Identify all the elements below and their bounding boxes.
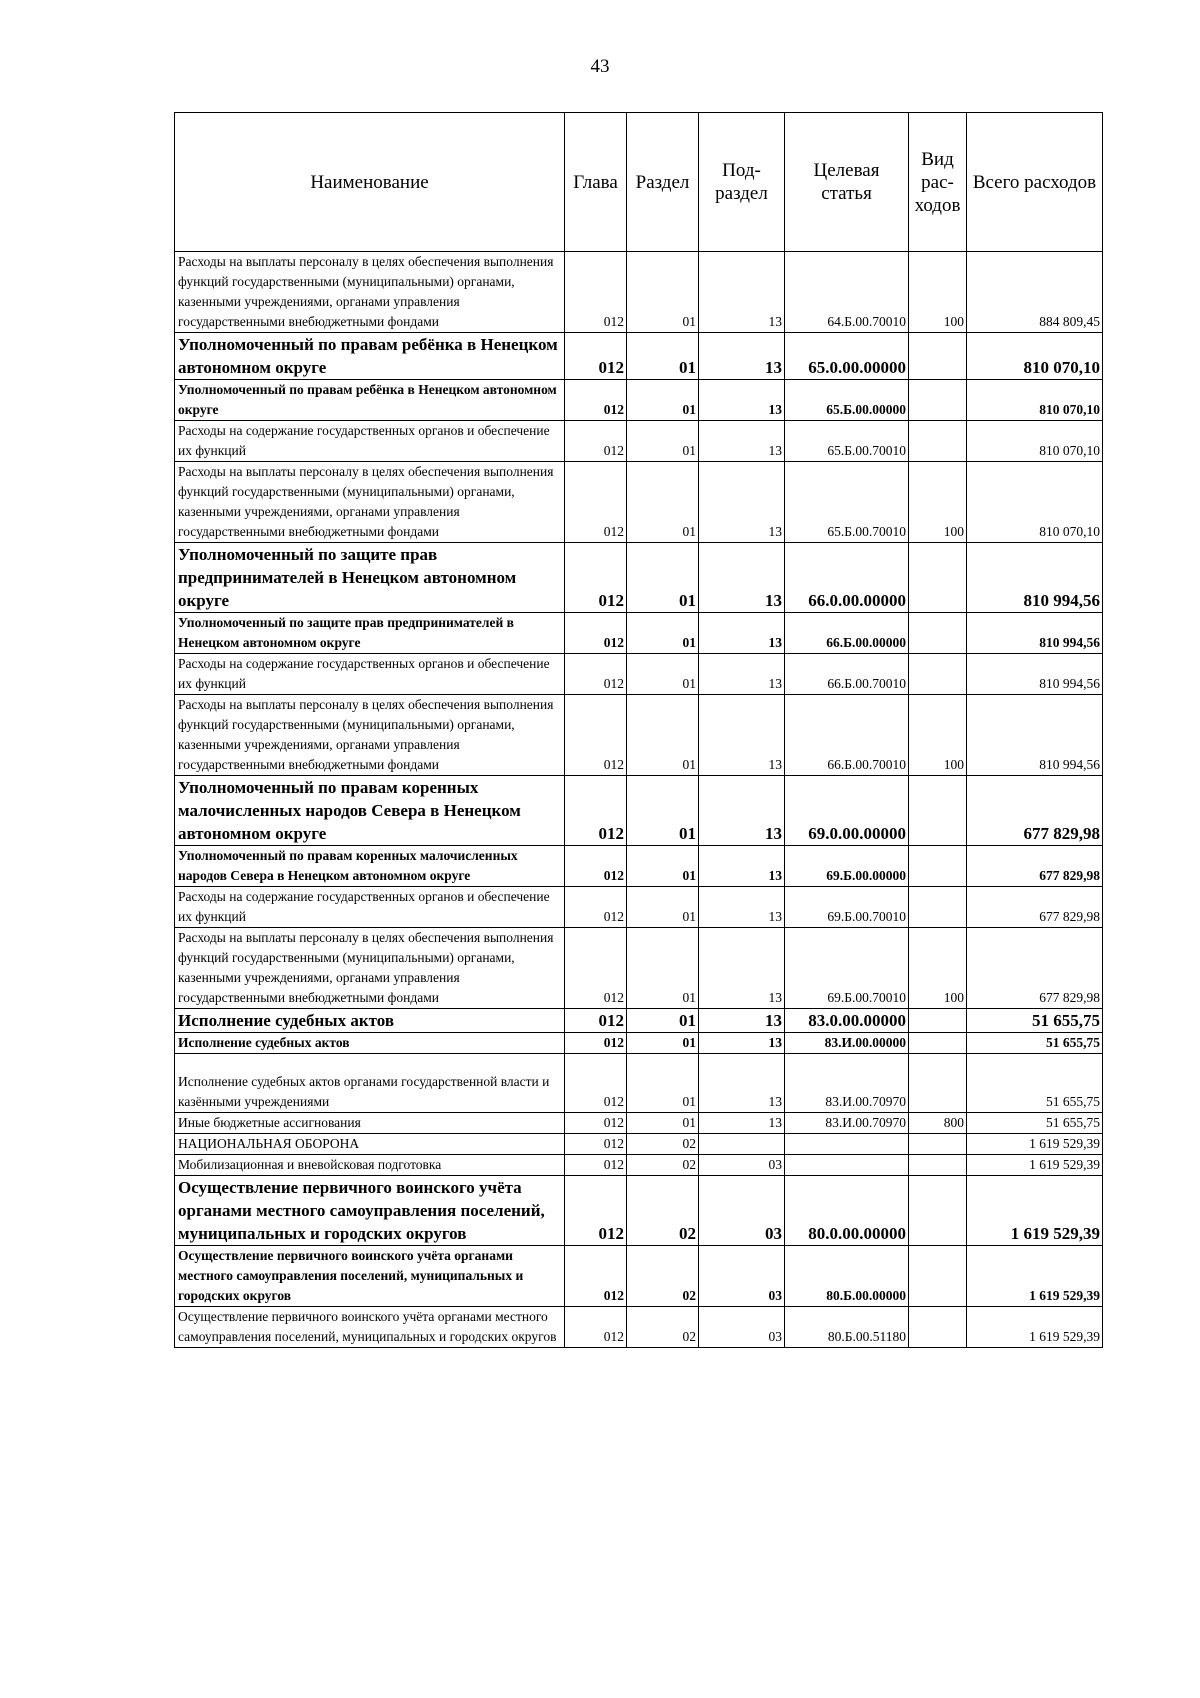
row-target: 66.Б.00.70010 — [785, 654, 909, 695]
row-glava: 012 — [565, 1113, 627, 1134]
row-total: 810 994,56 — [967, 543, 1103, 613]
row-podrazdel: 13 — [699, 462, 785, 543]
header-name: Наименование — [175, 113, 565, 252]
row-vid — [909, 1155, 967, 1176]
page-number: 43 — [590, 56, 610, 77]
row-target: 80.0.00.00000 — [785, 1176, 909, 1246]
header-razdel: Раздел — [627, 113, 699, 252]
row-total: 677 829,98 — [967, 928, 1103, 1009]
row-total: 677 829,98 — [967, 846, 1103, 887]
row-razdel: 01 — [627, 421, 699, 462]
row-glava: 012 — [565, 543, 627, 613]
row-podrazdel: 13 — [699, 928, 785, 1009]
table-row — [175, 380, 1103, 421]
row-glava: 012 — [565, 1134, 627, 1155]
table-row — [175, 421, 1103, 462]
row-vid — [909, 846, 967, 887]
row-glava: 012 — [565, 380, 627, 421]
row-glava: 012 — [565, 613, 627, 654]
row-razdel: 01 — [627, 380, 699, 421]
row-razdel: 01 — [627, 846, 699, 887]
row-target: 66.0.00.00000 — [785, 543, 909, 613]
table-row — [175, 1246, 1103, 1307]
row-name: Расходы на выплаты персоналу в целях обеспечения выполнения функций государственными (муниципальными) органами, казенными учреждениями, органами управления государственными внебюджетными фондами — [175, 252, 565, 333]
row-total: 51 655,75 — [967, 1009, 1103, 1033]
row-target: 65.0.00.00000 — [785, 333, 909, 380]
row-razdel: 02 — [627, 1155, 699, 1176]
row-glava: 012 — [565, 333, 627, 380]
row-name: Расходы на содержание государственных органов и обеспечение их функций — [175, 654, 565, 695]
row-glava: 012 — [565, 1054, 627, 1113]
header-target: Целевая статья — [785, 113, 909, 252]
row-razdel: 01 — [627, 462, 699, 543]
row-target: 69.Б.00.70010 — [785, 887, 909, 928]
row-vid — [909, 421, 967, 462]
row-razdel: 01 — [627, 613, 699, 654]
row-vid: 800 — [909, 1113, 967, 1134]
row-glava: 012 — [565, 654, 627, 695]
header-podrazdel: Под- раздел — [699, 113, 785, 252]
table-row — [175, 1176, 1103, 1246]
row-razdel: 02 — [627, 1307, 699, 1348]
row-glava: 012 — [565, 1246, 627, 1307]
row-total: 810 994,56 — [967, 654, 1103, 695]
row-glava: 012 — [565, 695, 627, 776]
row-name: Уполномоченный по защите прав предпринимателей в Ненецком автономном округе — [175, 613, 565, 654]
row-total: 810 070,10 — [967, 421, 1103, 462]
row-name: Иные бюджетные ассигнования — [175, 1113, 565, 1134]
row-total: 810 994,56 — [967, 613, 1103, 654]
table-row — [175, 543, 1103, 613]
row-vid — [909, 1307, 967, 1348]
row-name: Осуществление первичного воинского учёта органами местного самоуправления поселений, муниципальных и городских округов — [175, 1307, 565, 1348]
table-row — [175, 1033, 1103, 1054]
row-glava: 012 — [565, 1009, 627, 1033]
row-podrazdel: 13 — [699, 1113, 785, 1134]
row-name: НАЦИОНАЛЬНАЯ ОБОРОНА — [175, 1134, 565, 1155]
row-vid: 100 — [909, 462, 967, 543]
row-glava: 012 — [565, 928, 627, 1009]
row-podrazdel: 13 — [699, 776, 785, 846]
header-row — [175, 113, 1103, 252]
row-podrazdel: 13 — [699, 1054, 785, 1113]
row-razdel: 02 — [627, 1176, 699, 1246]
row-total: 51 655,75 — [967, 1033, 1103, 1054]
table-row — [175, 1307, 1103, 1348]
row-name: Уполномоченный по правам ребёнка в Ненецком автономном округе — [175, 333, 565, 380]
row-vid — [909, 776, 967, 846]
row-name: Расходы на выплаты персоналу в целях обеспечения выполнения функций государственными (муниципальными) органами, казенными учреждениями, органами управления государственными внебюджетными фондами — [175, 462, 565, 543]
row-razdel: 02 — [627, 1246, 699, 1307]
row-vid: 100 — [909, 252, 967, 333]
row-vid — [909, 1134, 967, 1155]
row-name: Расходы на содержание государственных органов и обеспечение их функций — [175, 421, 565, 462]
row-total: 810 994,56 — [967, 695, 1103, 776]
row-name: Расходы на выплаты персоналу в целях обеспечения выполнения функций государственными (муниципальными) органами, казенными учреждениями, органами управления государственными внебюджетными фондами — [175, 928, 565, 1009]
row-razdel: 01 — [627, 887, 699, 928]
table-row — [175, 846, 1103, 887]
header-vid: Вид рас- ходов — [909, 113, 967, 252]
table-row — [175, 1009, 1103, 1033]
row-target: 69.0.00.00000 — [785, 776, 909, 846]
row-razdel: 01 — [627, 1033, 699, 1054]
table-row — [175, 654, 1103, 695]
row-vid: 100 — [909, 928, 967, 1009]
row-podrazdel: 13 — [699, 543, 785, 613]
row-total: 1 619 529,39 — [967, 1155, 1103, 1176]
row-vid — [909, 1246, 967, 1307]
row-podrazdel: 13 — [699, 380, 785, 421]
row-glava: 012 — [565, 421, 627, 462]
row-target: 80.Б.00.00000 — [785, 1246, 909, 1307]
row-target: 83.0.00.00000 — [785, 1009, 909, 1033]
row-target: 83.И.00.70970 — [785, 1054, 909, 1113]
row-vid — [909, 380, 967, 421]
row-total: 810 070,10 — [967, 333, 1103, 380]
row-target: 69.Б.00.70010 — [785, 928, 909, 1009]
row-target: 69.Б.00.00000 — [785, 846, 909, 887]
row-glava: 012 — [565, 1307, 627, 1348]
table-row — [175, 1054, 1103, 1113]
row-name: Расходы на выплаты персоналу в целях обеспечения выполнения функций государственными (муниципальными) органами, казенными учреждениями, органами управления государственными внебюджетными фондами — [175, 695, 565, 776]
row-name: Исполнение судебных актов органами государственной власти и казёнными учреждениями — [175, 1054, 565, 1113]
row-razdel: 02 — [627, 1134, 699, 1155]
row-target: 83.И.00.70970 — [785, 1113, 909, 1134]
row-glava: 012 — [565, 1033, 627, 1054]
row-glava: 012 — [565, 462, 627, 543]
row-total: 1 619 529,39 — [967, 1246, 1103, 1307]
row-razdel: 01 — [627, 543, 699, 613]
row-podrazdel: 13 — [699, 846, 785, 887]
row-total: 1 619 529,39 — [967, 1307, 1103, 1348]
row-podrazdel: 03 — [699, 1155, 785, 1176]
row-target: 83.И.00.00000 — [785, 1033, 909, 1054]
row-vid — [909, 1009, 967, 1033]
row-razdel: 01 — [627, 1009, 699, 1033]
row-glava: 012 — [565, 1155, 627, 1176]
row-name: Расходы на содержание государственных органов и обеспечение их функций — [175, 887, 565, 928]
row-total: 1 619 529,39 — [967, 1134, 1103, 1155]
table-row — [175, 776, 1103, 846]
row-razdel: 01 — [627, 776, 699, 846]
row-vid — [909, 887, 967, 928]
table-row — [175, 928, 1103, 1009]
row-podrazdel: 13 — [699, 695, 785, 776]
row-vid — [909, 1176, 967, 1246]
table-row — [175, 462, 1103, 543]
header-glava: Глава — [565, 113, 627, 252]
row-razdel: 01 — [627, 928, 699, 1009]
table-row — [175, 887, 1103, 928]
row-podrazdel: 13 — [699, 654, 785, 695]
row-total: 810 070,10 — [967, 380, 1103, 421]
row-target: 80.Б.00.51180 — [785, 1307, 909, 1348]
row-podrazdel: 13 — [699, 421, 785, 462]
row-target: 65.Б.00.70010 — [785, 421, 909, 462]
row-vid — [909, 613, 967, 654]
row-razdel: 01 — [627, 252, 699, 333]
row-podrazdel — [699, 1134, 785, 1155]
table-row — [175, 613, 1103, 654]
row-vid — [909, 1033, 967, 1054]
row-glava: 012 — [565, 1176, 627, 1246]
table-row — [175, 1155, 1103, 1176]
row-vid: 100 — [909, 695, 967, 776]
row-target: 64.Б.00.70010 — [785, 252, 909, 333]
row-name: Мобилизационная и вневойсковая подготовка — [175, 1155, 565, 1176]
row-podrazdel: 13 — [699, 333, 785, 380]
row-glava: 012 — [565, 776, 627, 846]
row-podrazdel: 13 — [699, 1033, 785, 1054]
table-row — [175, 1113, 1103, 1134]
row-total: 677 829,98 — [967, 887, 1103, 928]
row-total: 884 809,45 — [967, 252, 1103, 333]
row-podrazdel: 13 — [699, 613, 785, 654]
row-razdel: 01 — [627, 333, 699, 380]
row-vid — [909, 1054, 967, 1113]
row-total: 1 619 529,39 — [967, 1176, 1103, 1246]
row-name: Уполномоченный по защите прав предпринимателей в Ненецком автономном округе — [175, 543, 565, 613]
row-podrazdel: 13 — [699, 252, 785, 333]
row-name: Осуществление первичного воинского учёта органами местного самоуправления поселений, муниципальных и городских округов — [175, 1176, 565, 1246]
row-total: 51 655,75 — [967, 1054, 1103, 1113]
row-podrazdel: 03 — [699, 1246, 785, 1307]
table-row — [175, 252, 1103, 333]
row-name: Уполномоченный по правам коренных малочисленных народов Севера в Ненецком автономном округе — [175, 776, 565, 846]
table-row — [175, 1134, 1103, 1155]
row-total: 810 070,10 — [967, 462, 1103, 543]
row-podrazdel: 03 — [699, 1307, 785, 1348]
row-target — [785, 1155, 909, 1176]
row-podrazdel: 03 — [699, 1176, 785, 1246]
budget-table — [174, 112, 1103, 1348]
row-target — [785, 1134, 909, 1155]
row-name: Исполнение судебных актов — [175, 1033, 565, 1054]
table-row — [175, 695, 1103, 776]
row-glava: 012 — [565, 846, 627, 887]
row-name: Исполнение судебных актов — [175, 1009, 565, 1033]
row-vid — [909, 543, 967, 613]
row-total: 677 829,98 — [967, 776, 1103, 846]
row-target: 66.Б.00.00000 — [785, 613, 909, 654]
row-podrazdel: 13 — [699, 887, 785, 928]
row-vid — [909, 654, 967, 695]
row-razdel: 01 — [627, 695, 699, 776]
header-total: Всего расходов — [967, 113, 1103, 252]
row-razdel: 01 — [627, 654, 699, 695]
row-target: 65.Б.00.70010 — [785, 462, 909, 543]
row-target: 65.Б.00.00000 — [785, 380, 909, 421]
row-name: Уполномоченный по правам ребёнка в Ненецком автономном округе — [175, 380, 565, 421]
row-total: 51 655,75 — [967, 1113, 1103, 1134]
row-target: 66.Б.00.70010 — [785, 695, 909, 776]
row-name: Уполномоченный по правам коренных малочисленных народов Севера в Ненецком автономном округе — [175, 846, 565, 887]
table-row — [175, 333, 1103, 380]
row-razdel: 01 — [627, 1113, 699, 1134]
row-vid — [909, 333, 967, 380]
row-podrazdel: 13 — [699, 1009, 785, 1033]
row-glava: 012 — [565, 252, 627, 333]
row-glava: 012 — [565, 887, 627, 928]
row-name: Осуществление первичного воинского учёта органами местного самоуправления поселений, муниципальных и городских округов — [175, 1246, 565, 1307]
row-razdel: 01 — [627, 1054, 699, 1113]
